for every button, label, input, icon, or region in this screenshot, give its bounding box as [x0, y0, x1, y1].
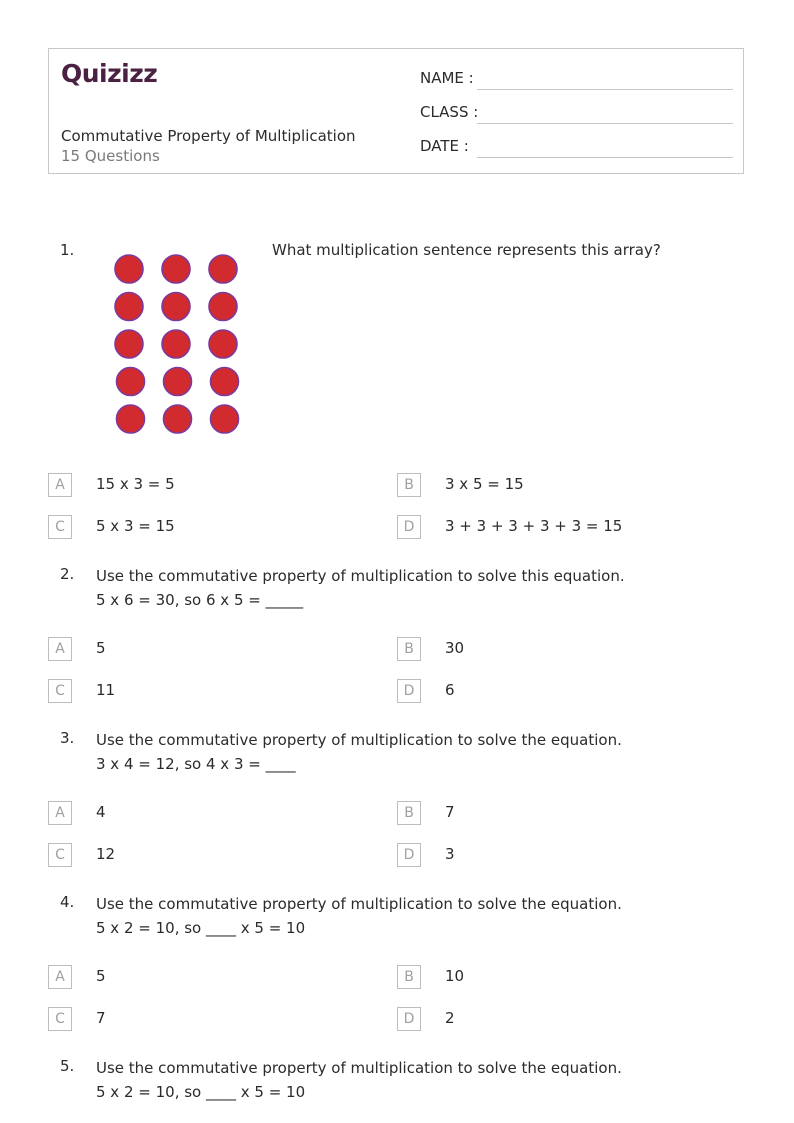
array-dot [209, 330, 237, 358]
option-d[interactable] [397, 679, 697, 703]
option-text: 7 [96, 1009, 106, 1027]
option-d[interactable] [397, 1007, 697, 1031]
option-letter: A [48, 473, 72, 497]
question-equation: 3 x 4 = 12, so 4 x 3 = ____ [96, 755, 296, 773]
option-b[interactable] [397, 473, 697, 497]
option-text: 4 [96, 803, 106, 821]
question-number: 1. [60, 241, 75, 259]
name-line [477, 89, 733, 90]
question-text: Use the commutative property of multiplication to solve the equation. [96, 731, 622, 749]
option-letter: B [397, 473, 421, 497]
question-text: What multiplication sentence represents this array? [272, 241, 661, 259]
question-text: Use the commutative property of multiplication to solve this equation. [96, 567, 625, 585]
question-number: 4. [60, 893, 75, 911]
option-c[interactable] [48, 1007, 348, 1031]
option-letter: D [397, 1007, 421, 1031]
question-number: 5. [60, 1057, 75, 1075]
option-c[interactable] [48, 515, 348, 539]
array-dot [164, 405, 192, 433]
option-text: 7 [445, 803, 455, 821]
dot-array-image [106, 250, 256, 440]
class-label: CLASS : [420, 103, 479, 121]
option-text: 10 [445, 967, 465, 985]
question-count: 15 Questions [61, 147, 160, 165]
option-text: 6 [445, 681, 455, 699]
option-a[interactable] [48, 637, 348, 661]
option-letter: C [48, 843, 72, 867]
option-letter: D [397, 679, 421, 703]
array-dot [162, 255, 190, 283]
question-equation: 5 x 2 = 10, so ____ x 5 = 10 [96, 919, 306, 937]
option-text: 11 [96, 681, 116, 699]
option-text: 12 [96, 845, 116, 863]
option-text: 3 + 3 + 3 + 3 + 3 = 15 [445, 517, 623, 535]
question-number: 2. [60, 565, 75, 583]
option-d[interactable] [397, 515, 697, 539]
question-text: Use the commutative property of multiplication to solve the equation. [96, 895, 622, 913]
option-letter: A [48, 637, 72, 661]
option-letter: C [48, 515, 72, 539]
option-a[interactable] [48, 965, 348, 989]
option-b[interactable] [397, 801, 697, 825]
option-a[interactable] [48, 473, 348, 497]
worksheet-header [48, 48, 744, 174]
array-dot [209, 255, 237, 283]
date-line [477, 157, 733, 158]
option-text: 2 [445, 1009, 455, 1027]
option-b[interactable] [397, 637, 697, 661]
option-b[interactable] [397, 965, 697, 989]
array-dot [162, 293, 190, 321]
option-a[interactable] [48, 801, 348, 825]
date-field[interactable] [420, 137, 733, 159]
option-c[interactable] [48, 843, 348, 867]
option-text: 5 [96, 967, 106, 985]
array-dot [115, 255, 143, 283]
option-text: 5 x 3 = 15 [96, 517, 175, 535]
array-dot [211, 368, 239, 396]
option-letter: B [397, 637, 421, 661]
array-dot [162, 330, 190, 358]
option-letter: B [397, 965, 421, 989]
question-number: 3. [60, 729, 75, 747]
array-dot [164, 368, 192, 396]
date-label: DATE : [420, 137, 469, 155]
array-dot [115, 330, 143, 358]
option-text: 3 [445, 845, 455, 863]
question-text: Use the commutative property of multiplication to solve the equation. [96, 1059, 622, 1077]
question-equation: 5 x 6 = 30, so 6 x 5 = _____ [96, 591, 304, 609]
name-field[interactable] [420, 69, 733, 91]
option-text: 30 [445, 639, 465, 657]
class-field[interactable] [420, 103, 733, 125]
array-dot [209, 293, 237, 321]
quizizz-logo: Quizizz [61, 59, 158, 88]
option-letter: C [48, 1007, 72, 1031]
option-letter: A [48, 965, 72, 989]
option-text: 5 [96, 639, 106, 657]
class-line [477, 123, 733, 124]
option-text: 15 x 3 = 5 [96, 475, 175, 493]
option-letter: D [397, 843, 421, 867]
option-letter: B [397, 801, 421, 825]
option-c[interactable] [48, 679, 348, 703]
array-dot [115, 293, 143, 321]
array-dot [117, 368, 145, 396]
array-dot [211, 405, 239, 433]
worksheet-title: Commutative Property of Multiplication [61, 127, 356, 145]
option-letter: A [48, 801, 72, 825]
question-equation: 5 x 2 = 10, so ____ x 5 = 10 [96, 1083, 306, 1101]
option-letter: D [397, 515, 421, 539]
array-dot [117, 405, 145, 433]
option-d[interactable] [397, 843, 697, 867]
option-text: 3 x 5 = 15 [445, 475, 524, 493]
option-letter: C [48, 679, 72, 703]
name-label: NAME : [420, 69, 474, 87]
